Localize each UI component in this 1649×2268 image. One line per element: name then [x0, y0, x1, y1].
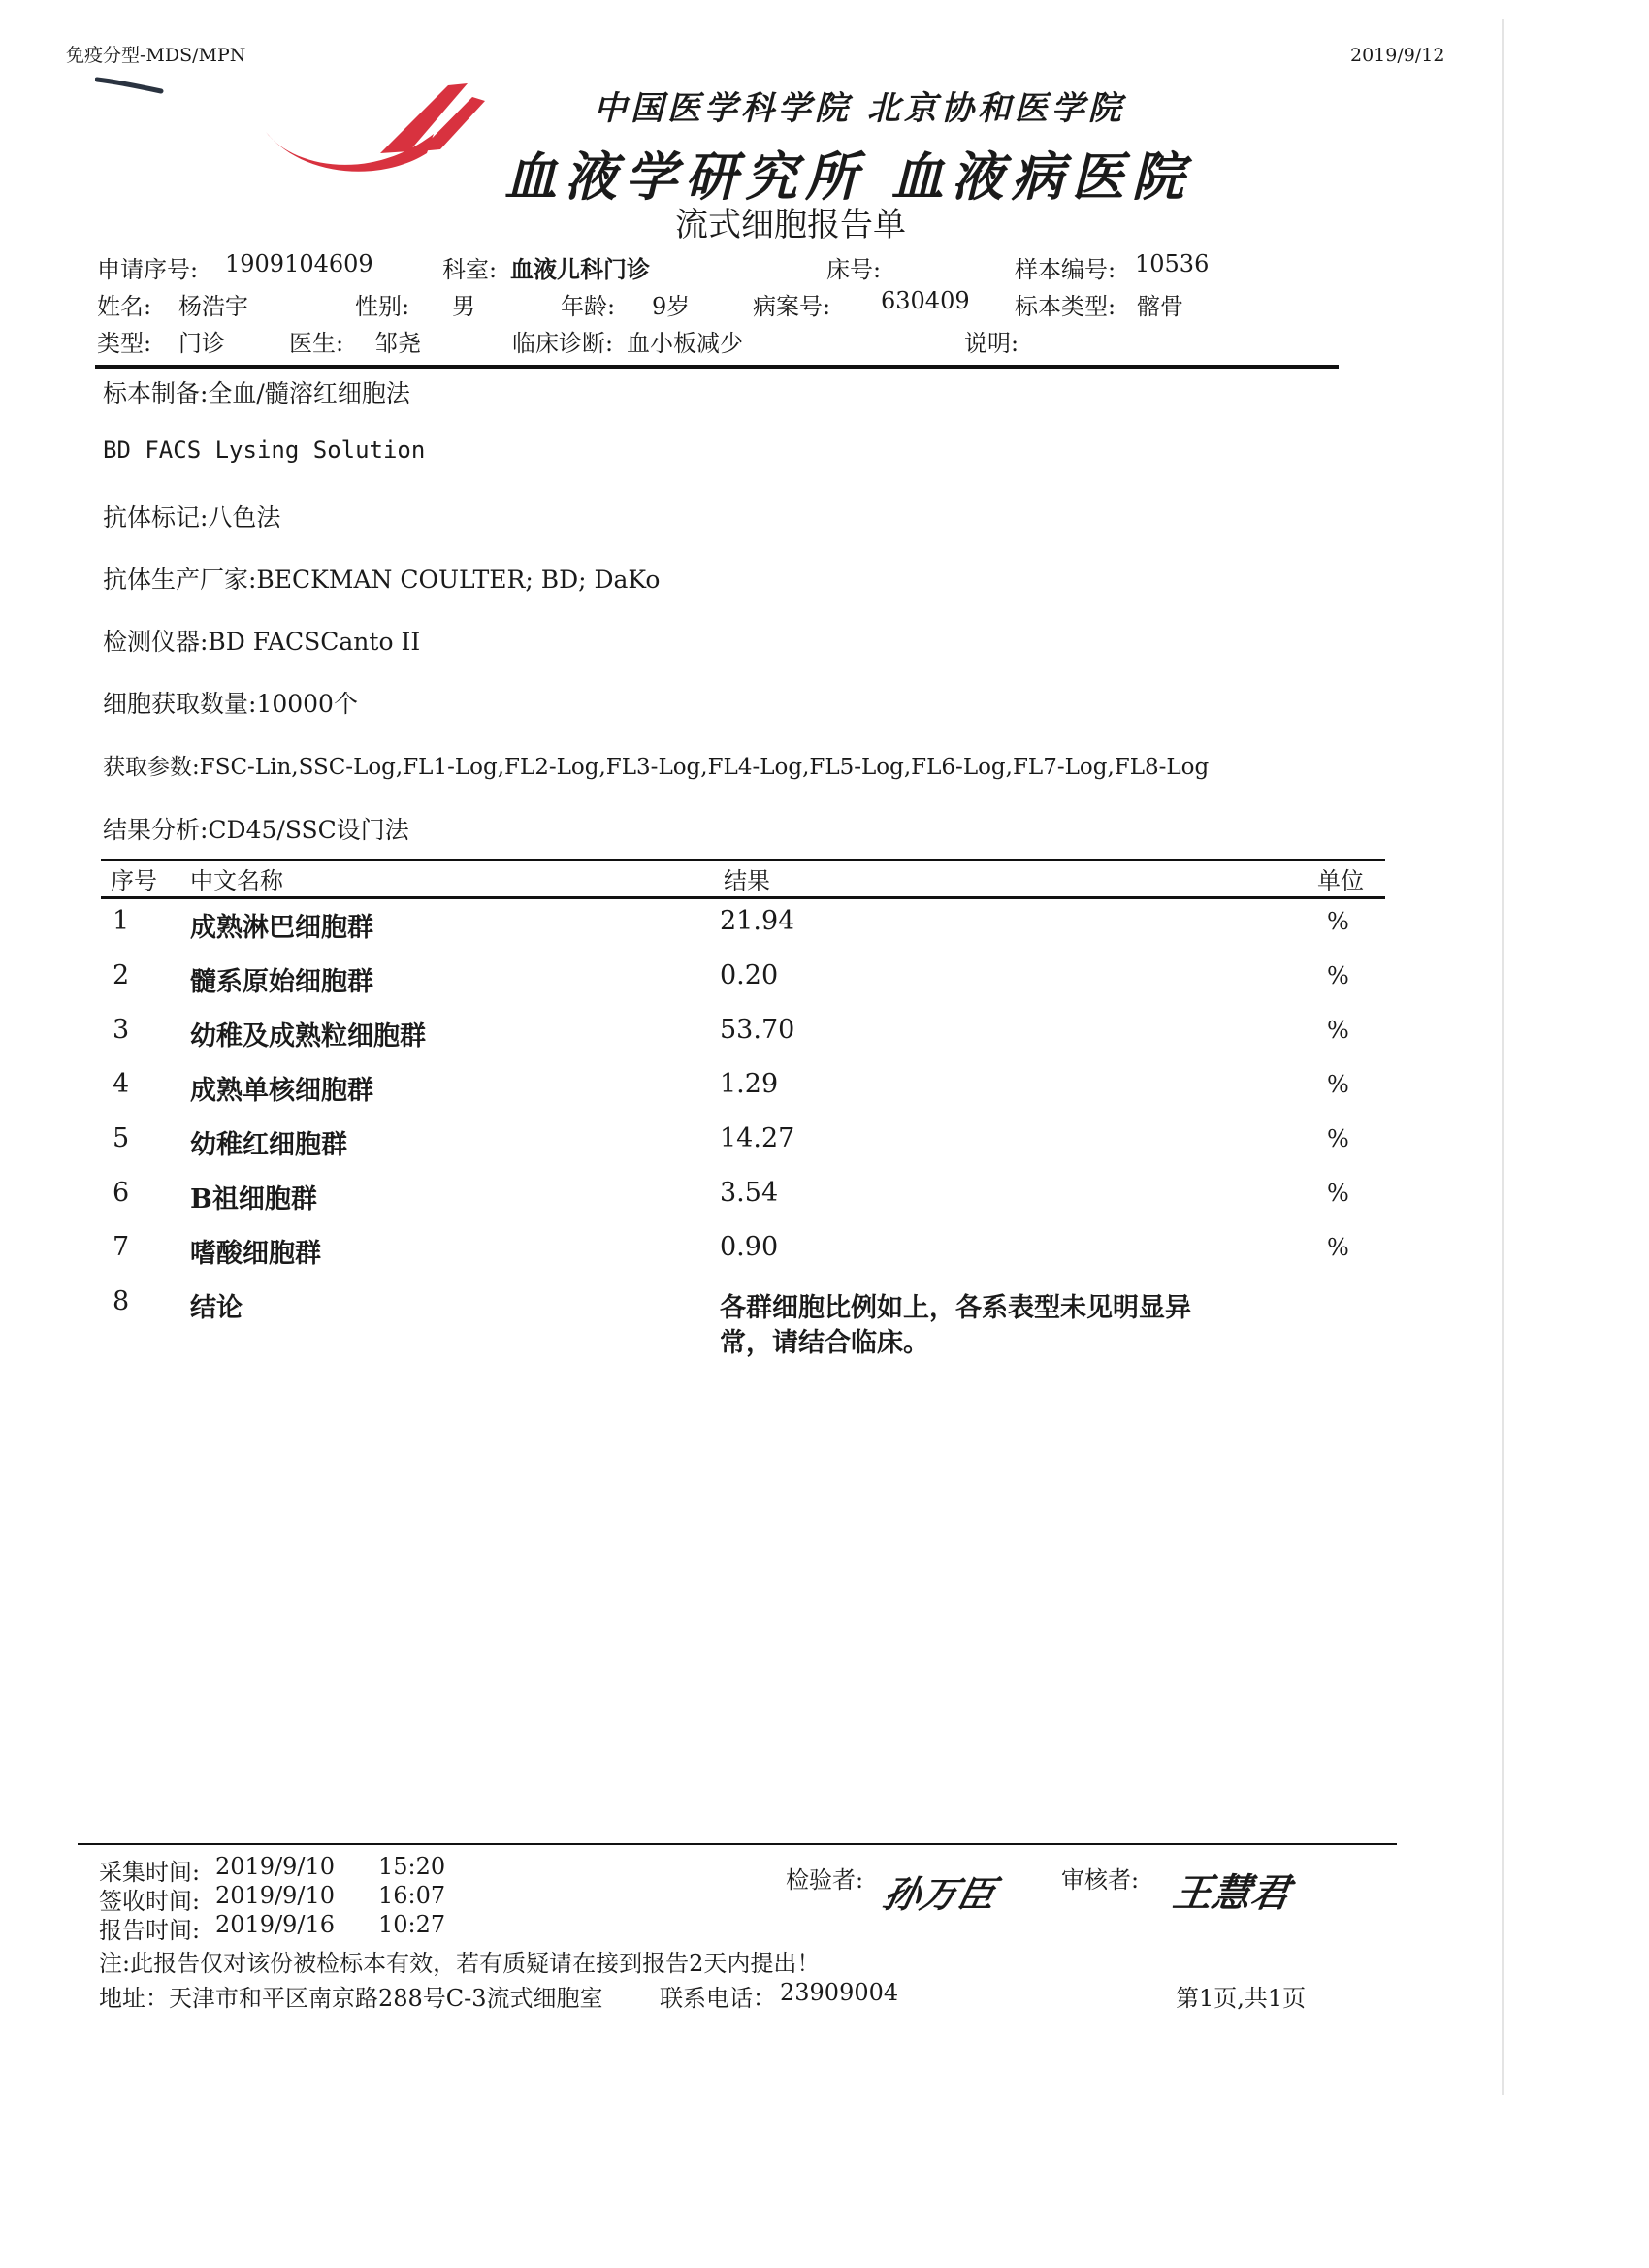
sample-type-label: 标本类型:	[1015, 293, 1116, 320]
lysing-solution: BD FACS Lysing Solution	[103, 437, 426, 464]
row-no: 6	[113, 1178, 130, 1208]
reviewer-signature: 王慧君	[1170, 1870, 1293, 1916]
phone-label: 联系电话：	[660, 1985, 776, 2012]
row-unit: %	[1327, 1071, 1349, 1098]
sex-label: 性别:	[355, 293, 410, 320]
row-result: 1.29	[720, 1069, 779, 1099]
page-indicator: 第1页,共1页	[1176, 1985, 1307, 2012]
age-label: 年龄:	[561, 293, 616, 320]
col-header-name: 中文名称	[190, 867, 283, 894]
institution-line1: 中国医学科学院 北京协和医学院	[594, 89, 1125, 128]
collect-date: 2019/9/10	[215, 1853, 336, 1880]
receive-time: 16:07	[378, 1882, 446, 1909]
inspector-signature: 孙万臣	[879, 1872, 1000, 1916]
receive-date: 2019/9/10	[215, 1882, 336, 1909]
row-no: 8	[113, 1286, 130, 1316]
antibody-manufacturer: 抗体生产厂家:BECKMAN COULTER; BD; DaKo	[103, 566, 661, 594]
validity-notice: 注:此报告仅对该份被检标本有效，若有质疑请在接到报告2天内提出！	[99, 1950, 821, 1977]
analysis-method: 结果分析:CD45/SSC设门法	[103, 816, 409, 844]
row-unit: %	[1327, 1180, 1349, 1207]
row-name: 幼稚及成熟粒细胞群	[190, 1021, 426, 1052]
collect-label: 采集时间:	[99, 1859, 201, 1886]
page-fold-line	[1502, 19, 1504, 2095]
doctor: 邹尧	[374, 330, 421, 357]
reviewer-label: 审核者:	[1061, 1866, 1140, 1894]
row-result: 0.20	[720, 960, 779, 990]
conclusion-line1: 各群细胞比例如上，各系表型未见明显异	[720, 1293, 1191, 1323]
footer-divider	[78, 1843, 1397, 1845]
row-unit: %	[1327, 1017, 1349, 1044]
row-no: 5	[113, 1123, 130, 1153]
acquisition-params: 获取参数:FSC-Lin,SSC-Log,FL1-Log,FL2-Log,FL3-Log,FL4-Log,FL5-Log,FL6-Log,FL7-Log,FL8-Log	[103, 755, 1210, 780]
row-result: 3.54	[720, 1178, 779, 1208]
table-header-rule	[101, 896, 1385, 899]
row-name: 幼稚红细胞群	[190, 1130, 347, 1160]
conclusion-line2: 常，请结合临床。	[720, 1328, 929, 1358]
conclusion-label: 结论	[190, 1293, 242, 1323]
diagnosis: 血小板减少	[627, 330, 743, 357]
report-time: 10:27	[378, 1911, 446, 1938]
row-no: 3	[113, 1015, 130, 1045]
report-category: 免疫分型-MDS/MPN	[66, 45, 246, 66]
request-no: 1909104609	[225, 250, 373, 277]
row-result: 0.90	[720, 1232, 779, 1262]
row-name: 嗜酸细胞群	[190, 1239, 321, 1269]
receive-label: 签收时间:	[99, 1888, 201, 1915]
note-label: 说明:	[964, 330, 1019, 357]
row-unit: %	[1327, 962, 1349, 989]
inspector-label: 检验者:	[786, 1866, 864, 1894]
case-no-label: 病案号:	[753, 293, 831, 320]
row-result: 21.94	[720, 906, 795, 936]
age: 9岁	[652, 293, 691, 320]
visit-type-label: 类型:	[97, 330, 152, 357]
sample-no: 10536	[1135, 250, 1210, 277]
col-header-result: 结果	[724, 867, 770, 894]
instrument: 检测仪器:BD FACSCanto II	[103, 628, 421, 656]
sex: 男	[452, 293, 475, 320]
patient-name: 杨浩宇	[178, 293, 248, 320]
pen-mark	[95, 76, 165, 99]
bed-label: 床号:	[826, 256, 882, 283]
row-no: 4	[113, 1069, 130, 1099]
report-label: 报告时间:	[99, 1917, 201, 1944]
row-unit: %	[1327, 908, 1349, 935]
report-title: 流式细胞报告单	[675, 206, 906, 244]
print-date: 2019/9/12	[1350, 45, 1445, 66]
department: 血液儿科门诊	[510, 255, 650, 283]
header-divider	[95, 365, 1339, 369]
row-result: 53.70	[720, 1015, 795, 1045]
cell-count: 细胞获取数量:10000个	[103, 690, 358, 718]
row-unit: %	[1327, 1125, 1349, 1152]
row-no: 7	[113, 1232, 130, 1262]
address: 地址：天津市和平区南京路288号C-3流式细胞室	[99, 1985, 603, 2012]
institution-line2: 血液学研究所 血液病医院	[504, 146, 1192, 208]
diagnosis-label: 临床诊断:	[512, 330, 614, 357]
phone: 23909004	[780, 1979, 899, 2006]
row-no: 1	[113, 906, 130, 936]
doctor-label: 医生:	[289, 330, 344, 357]
row-no: 2	[113, 960, 130, 990]
sample-no-label: 样本编号:	[1015, 256, 1116, 283]
col-header-no: 序号	[111, 867, 157, 894]
sample-type: 髂骨	[1137, 293, 1183, 320]
department-label: 科室:	[442, 256, 498, 283]
request-no-label: 申请序号:	[97, 256, 199, 283]
report-date: 2019/9/16	[215, 1911, 336, 1938]
row-name: 成熟单核细胞群	[190, 1076, 373, 1106]
name-label: 姓名:	[97, 293, 152, 320]
row-name: 成熟淋巴细胞群	[190, 913, 373, 943]
institute-logo	[264, 76, 487, 182]
row-result: 14.27	[720, 1123, 795, 1153]
collect-time: 15:20	[378, 1853, 446, 1880]
case-no: 630409	[881, 287, 970, 314]
sample-prep: 标本制备:全血/髓溶红细胞法	[103, 379, 410, 407]
row-name: B祖细胞群	[190, 1184, 317, 1215]
col-header-unit: 单位	[1317, 867, 1364, 894]
row-name: 髓系原始细胞群	[190, 967, 373, 997]
antibody-label: 抗体标记:八色法	[103, 503, 281, 532]
visit-type: 门诊	[178, 330, 225, 357]
row-unit: %	[1327, 1234, 1349, 1261]
